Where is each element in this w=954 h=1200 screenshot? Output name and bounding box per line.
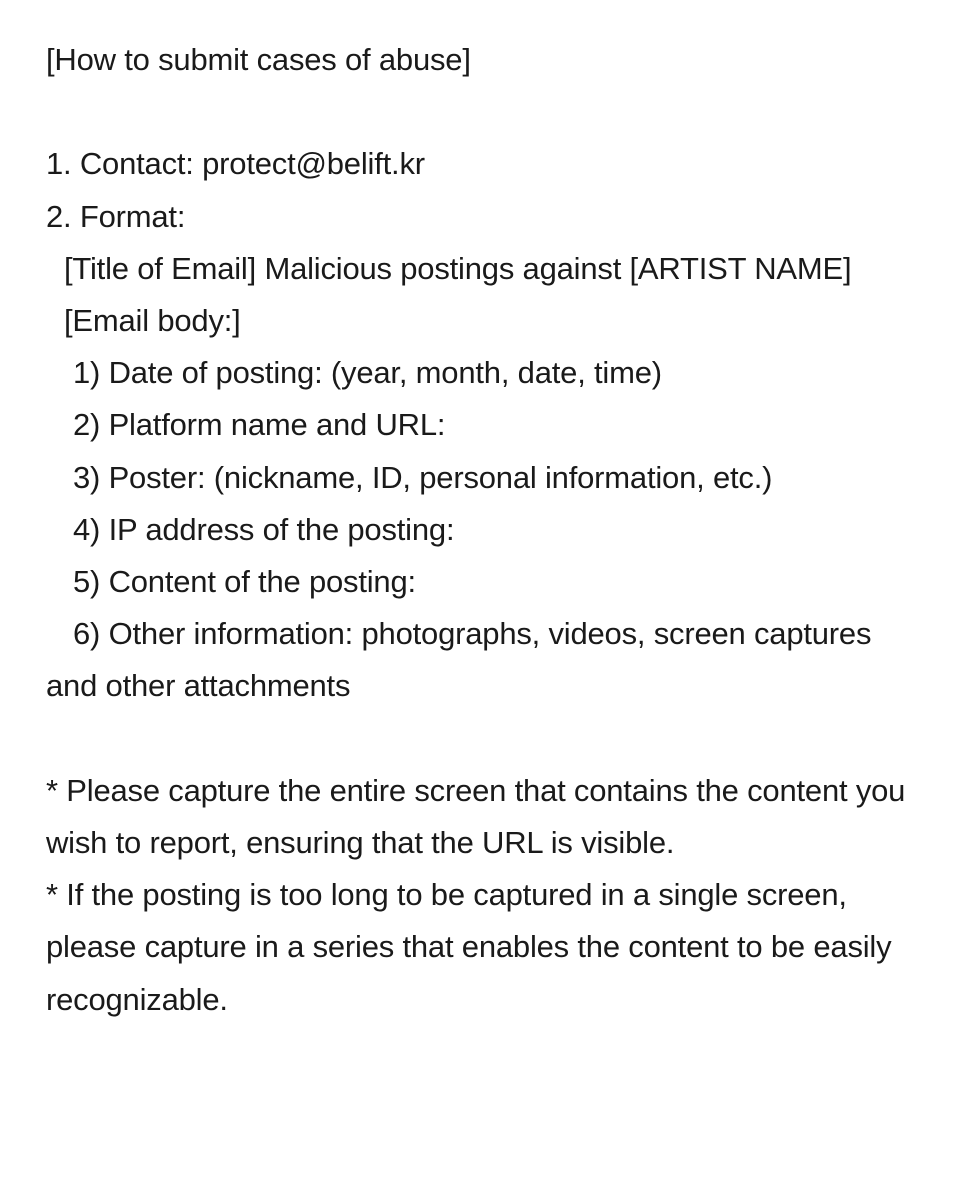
contact-line: 1. Contact: protect@belift.kr — [46, 146, 425, 182]
spacer — [46, 713, 926, 765]
email-title-line: [Title of Email] Malicious postings against [ARTIST NAME] — [64, 250, 852, 286]
format-item-2: 2) Platform name and URL: — [73, 407, 446, 443]
note-long-posting: * If the posting is too long to be captured in a single screen, please capture in a series that enables the content to be easily recognizable. — [46, 877, 900, 1017]
spacer — [46, 86, 926, 138]
format-item-6: 6) Other information: photographs, videos, screen captures and other attachments — [46, 616, 880, 704]
format-item-5: 5) Content of the posting: — [73, 564, 416, 600]
note-capture-screen: * Please capture the entire screen that contains the content you wish to report, ensuring that the URL is visible. — [46, 772, 914, 861]
format-label: 2. Format: — [46, 198, 186, 234]
format-item-4: 4) IP address of the posting: — [73, 511, 455, 547]
format-item-3: 3) Poster: (nickname, ID, personal information, etc.) — [73, 459, 773, 495]
email-body-label: [Email body:] — [64, 303, 241, 338]
document-body — [46, 34, 926, 1026]
format-item-1: 1) Date of posting: (year, month, date, time) — [73, 355, 662, 391]
page-heading: [How to submit cases of abuse] — [46, 42, 471, 77]
